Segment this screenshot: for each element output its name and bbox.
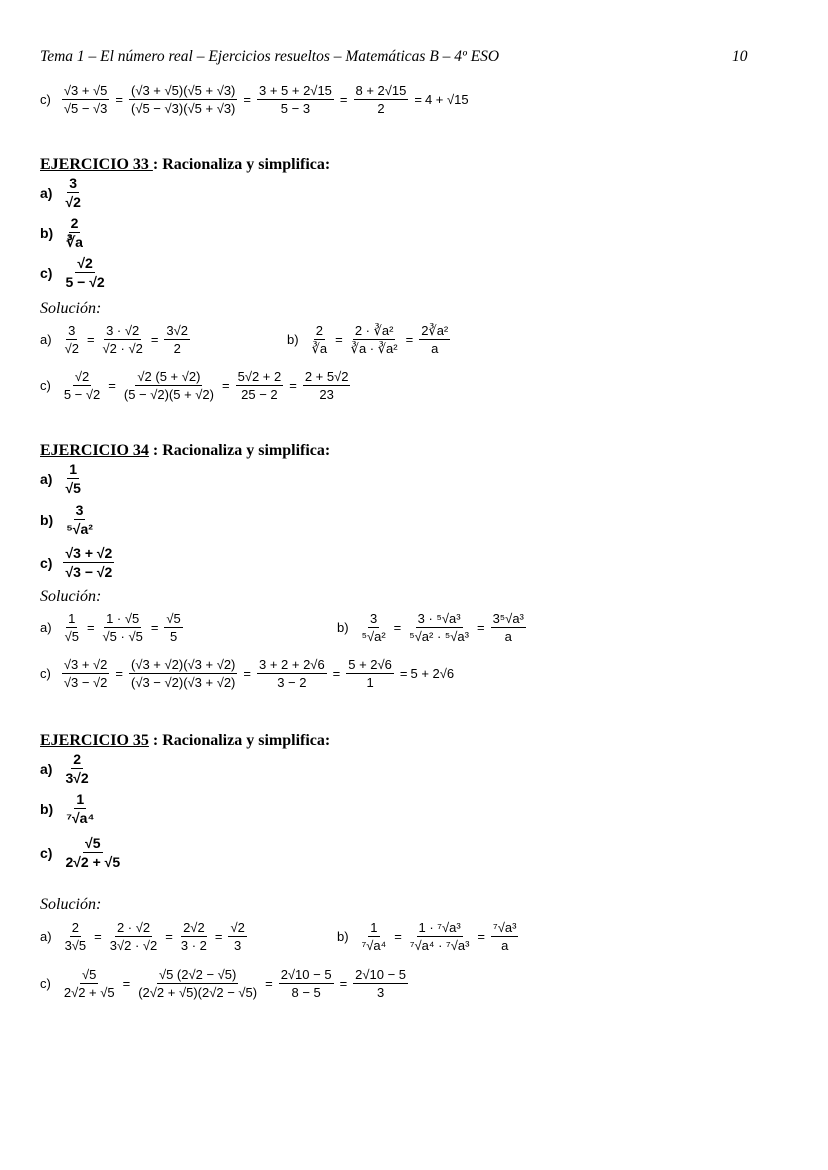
ex35-solution-heading: Solución:: [40, 896, 102, 913]
denominator: 8 − 5: [291, 985, 321, 1000]
ex34-item-c: [40, 546, 117, 579]
fraction: [62, 84, 110, 115]
item-label: a): [40, 470, 53, 487]
ex33-item-c: [40, 256, 110, 289]
denominator: ⁵√a² · ⁵√a³: [409, 629, 469, 644]
numerator: 1: [68, 611, 76, 626]
numerator: ⁷√a³: [493, 920, 517, 935]
equals-sign: =: [150, 620, 159, 635]
item-label: a): [40, 760, 53, 777]
denominator: 5 − √2: [63, 387, 101, 402]
item-label: b): [40, 511, 54, 528]
numerator: (√3 + √5)(√5 + √3): [130, 83, 236, 98]
fraction: [64, 216, 85, 249]
denominator: 3 − 2: [277, 675, 307, 690]
fraction: [236, 370, 284, 401]
fraction: [353, 968, 408, 999]
ex34-item-b: [40, 503, 98, 536]
denominator: (2√2 + √5)(2√2 − √5): [138, 985, 258, 1000]
numerator: 2 · ∛a²: [354, 323, 394, 338]
item-label: b): [40, 800, 54, 817]
fraction: [63, 921, 89, 952]
numerator: 5 + 2√6: [348, 657, 392, 672]
equals-sign: =: [339, 976, 348, 991]
denominator: √5 − √3: [63, 101, 108, 116]
fraction: [360, 612, 388, 643]
exercise-35-title: EJERCICIO 35 : Racionaliza y simplifica:: [40, 732, 331, 749]
numerator: 1: [76, 791, 85, 807]
item-label: c): [40, 976, 51, 991]
numerator: √2: [230, 920, 245, 935]
fraction: [63, 752, 90, 785]
numerator: √2: [77, 255, 93, 271]
numerator: 2 · √2: [116, 920, 151, 935]
equals-sign: =: [214, 929, 223, 944]
item-label: b): [40, 224, 54, 241]
numerator: 3: [75, 502, 84, 518]
numerator: √5: [166, 611, 181, 626]
page-header-title: Tema 1 – El número real – Ejercicios resueltos – Matemáticas B – 4º ESO: [40, 48, 500, 65]
denominator: 2√2 + √5: [65, 854, 121, 870]
item-label: b): [337, 620, 349, 635]
numerator: 3 · √2: [106, 323, 140, 338]
numerator: √5: [85, 835, 101, 851]
denominator: √2: [64, 341, 79, 356]
page-number: 10: [732, 48, 748, 65]
fraction: [122, 370, 216, 401]
fraction: [64, 503, 95, 536]
numerator: 2√10 − 5: [355, 967, 407, 982]
fraction: [228, 921, 246, 952]
fraction: [407, 612, 471, 643]
fraction: [408, 921, 472, 952]
fraction: [310, 324, 330, 355]
numerator: 3: [69, 175, 78, 191]
denominator: a: [501, 938, 509, 953]
ex33-solution-c: [40, 370, 353, 401]
equals-sign: =: [108, 378, 116, 393]
fraction: [164, 324, 190, 355]
denominator: 3: [234, 938, 242, 953]
item-label: a): [40, 332, 52, 347]
fraction: [257, 658, 327, 689]
item-label: c): [40, 554, 53, 571]
equals-sign: =: [115, 666, 123, 681]
fraction: [62, 968, 117, 999]
equals-sign: =: [335, 332, 343, 347]
fraction: [63, 256, 106, 289]
ex34-solution-c: c) $\frac{√3 + √2}{√3 - √2}$ = $\frac{(√3 + √2)(√3 + √2)}{(√3 - √2)(√3 + √2)}$ = $\frac{3 + 2 + 2√6}{3 - 2}$ = $\frac{5 + 2√6}{1}$ = 5 + 2√6: [40, 657, 455, 690]
exercise-34-title: EJERCICIO 34 : Racionaliza y simplifica:: [40, 442, 331, 459]
ex33-solution-a: [40, 324, 193, 355]
numerator: 2 + 5√2: [304, 369, 349, 384]
equals-sign: =: [477, 929, 486, 944]
ex34-solution-b: [337, 612, 529, 643]
equals-sign: =: [394, 929, 402, 944]
equals-sign: =: [405, 332, 414, 347]
numerator: 2∛a²: [421, 323, 449, 338]
numerator: √3 + √5: [63, 83, 108, 98]
top-solution-c: [40, 84, 469, 115]
fraction: [279, 968, 334, 999]
equals-sign: =: [122, 976, 131, 991]
ex35-item-c: [40, 836, 125, 869]
ex33-solution-heading: Solución:: [40, 300, 102, 317]
denominator: 5: [169, 629, 178, 644]
fraction: [63, 836, 122, 869]
numerator: 1: [69, 461, 78, 477]
denominator: 2: [173, 341, 181, 356]
equals-sign: =: [289, 378, 297, 393]
fraction: [63, 324, 81, 355]
fraction: [62, 370, 102, 401]
denominator: √5: [64, 629, 79, 644]
fraction: [360, 921, 389, 952]
numerator: 1: [370, 920, 378, 935]
ex35-solution-a: [40, 921, 250, 952]
numerator: 1 · ⁷√a³: [418, 920, 461, 935]
item-label: b): [337, 929, 349, 944]
fraction: [101, 612, 145, 643]
numerator: 2: [70, 215, 79, 231]
ex34-solution-a: [40, 612, 186, 643]
equals-sign: =: [393, 620, 402, 635]
numerator: 5√2 + 2: [237, 369, 282, 384]
equals-sign: =: [339, 92, 348, 107]
numerator: 3: [369, 611, 378, 626]
denominator: 25 − 2: [241, 387, 278, 402]
numerator: √2 (5 + √2): [137, 369, 201, 384]
denominator: 1: [366, 675, 374, 690]
numerator: 8 + 2√15: [355, 83, 407, 98]
equals-sign: =: [94, 929, 102, 944]
numerator: √3 + √2: [65, 545, 113, 561]
denominator: √2 · √2: [102, 341, 143, 356]
numerator: 2√10 − 5: [280, 967, 332, 982]
equals-sign: =: [265, 976, 273, 991]
denominator: √5: [65, 480, 81, 496]
fraction: [64, 792, 96, 825]
item-label: a): [40, 620, 52, 635]
denominator: √2: [65, 194, 81, 210]
item-label: c): [40, 264, 53, 281]
numerator: √5 (2√2 − √5): [158, 967, 237, 982]
fraction: [63, 176, 82, 209]
item-label: c): [40, 92, 51, 107]
fraction: [129, 84, 237, 115]
equals-sign: =: [86, 620, 95, 635]
fraction: [346, 658, 394, 689]
equals-sign: =: [243, 92, 251, 107]
denominator: √5 · √5: [102, 629, 143, 644]
item-label: a): [40, 929, 52, 944]
denominator: (√3 − √2)(√3 + √2): [130, 675, 236, 690]
item-label: c): [40, 666, 51, 681]
denominator: a: [504, 629, 512, 644]
equals-sign: =: [150, 332, 159, 347]
denominator: 5 − 3: [280, 101, 311, 116]
ex34-item-a: [40, 462, 86, 495]
numerator: √2: [74, 369, 90, 384]
item-label: a): [40, 184, 53, 201]
fraction: [257, 84, 334, 115]
equals-sign: =: [243, 666, 251, 681]
denominator: 3 · 2: [180, 938, 207, 953]
denominator: ∛a: [66, 234, 83, 250]
denominator: 23: [319, 387, 334, 402]
ex35-item-b: [40, 792, 99, 825]
denominator: ⁵√a²: [361, 629, 386, 644]
numerator: 3 · ⁵√a³: [417, 611, 461, 626]
fraction: [101, 324, 145, 355]
denominator: 3√5: [64, 938, 87, 953]
ex33-item-b: [40, 216, 88, 249]
denominator: 3√2: [65, 770, 89, 786]
numerator: 3 + 5 + 2√15: [258, 83, 332, 98]
denominator: ⁷√a⁴: [66, 810, 95, 826]
denominator: ∛a: [311, 341, 328, 356]
numerator: 3: [68, 323, 76, 338]
ex33-item-a: [40, 176, 86, 209]
denominator: 3√2 · √2: [109, 938, 158, 953]
fraction: [419, 324, 450, 355]
denominator: ⁵√a²: [66, 521, 93, 537]
fraction: [354, 84, 409, 115]
ex34-solution-heading: Solución:: [40, 588, 102, 605]
fraction: [108, 921, 160, 952]
fraction: [349, 324, 400, 355]
exercise-33-title: EJERCICIO 33 : Racionaliza y simplifica:: [40, 156, 331, 173]
fraction: [129, 658, 237, 689]
denominator: (√5 − √3)(√5 + √3): [130, 101, 236, 116]
numerator: 3⁵√a³: [492, 611, 524, 626]
numerator: 2: [315, 323, 323, 338]
denominator: a: [431, 341, 439, 356]
equals-sign: =: [115, 92, 123, 107]
denominator: 2: [377, 101, 385, 116]
denominator: ∛a · ∛a²: [350, 341, 398, 356]
item-label: b): [287, 332, 299, 347]
fraction: [303, 370, 351, 401]
numerator: 1 · √5: [106, 611, 140, 626]
numerator: 3√2: [166, 323, 189, 338]
denominator: √3 − √2: [63, 675, 108, 690]
ex33-solution-b: [287, 324, 453, 355]
numerator: (√3 + √2)(√3 + √2): [130, 657, 236, 672]
result: 4 + √15: [424, 92, 469, 107]
equals-sign: =: [476, 620, 485, 635]
numerator: √5: [82, 967, 97, 982]
fraction: [63, 612, 81, 643]
ex35-item-a: [40, 752, 94, 785]
equals-sign: =: [86, 332, 95, 347]
denominator: 5 − √2: [65, 274, 105, 290]
fraction: [491, 612, 526, 643]
numerator: 2: [71, 920, 79, 935]
denominator: 3: [376, 985, 385, 1000]
fraction: [63, 546, 114, 579]
item-label: c): [40, 844, 53, 861]
denominator: ⁷√a⁴ · ⁷√a³: [409, 938, 470, 953]
equals-sign: =: [222, 378, 230, 393]
equals-sign: =: [414, 92, 422, 107]
denominator: ⁷√a⁴: [361, 938, 387, 953]
denominator: (5 − √2)(5 + √2): [123, 387, 214, 402]
ex35-solution-b: [337, 921, 521, 952]
fraction: [491, 921, 518, 952]
numerator: 3 + 2 + 2√6: [258, 657, 325, 672]
fraction: [63, 462, 82, 495]
fraction: [136, 968, 259, 999]
fraction: [179, 921, 209, 952]
numerator: 2√2: [183, 920, 205, 935]
fraction: [62, 658, 110, 689]
ex35-solution-c: [40, 968, 411, 999]
denominator: 2√2 + √5: [63, 985, 115, 1000]
fraction: [164, 612, 182, 643]
equals-sign: =: [332, 666, 341, 681]
equals-sign: =: [165, 929, 173, 944]
numerator: 2: [73, 751, 81, 767]
numerator: √3 + √2: [63, 657, 108, 672]
equals-sign: =: [399, 666, 408, 681]
denominator: √3 − √2: [65, 564, 113, 580]
item-label: c): [40, 378, 51, 393]
